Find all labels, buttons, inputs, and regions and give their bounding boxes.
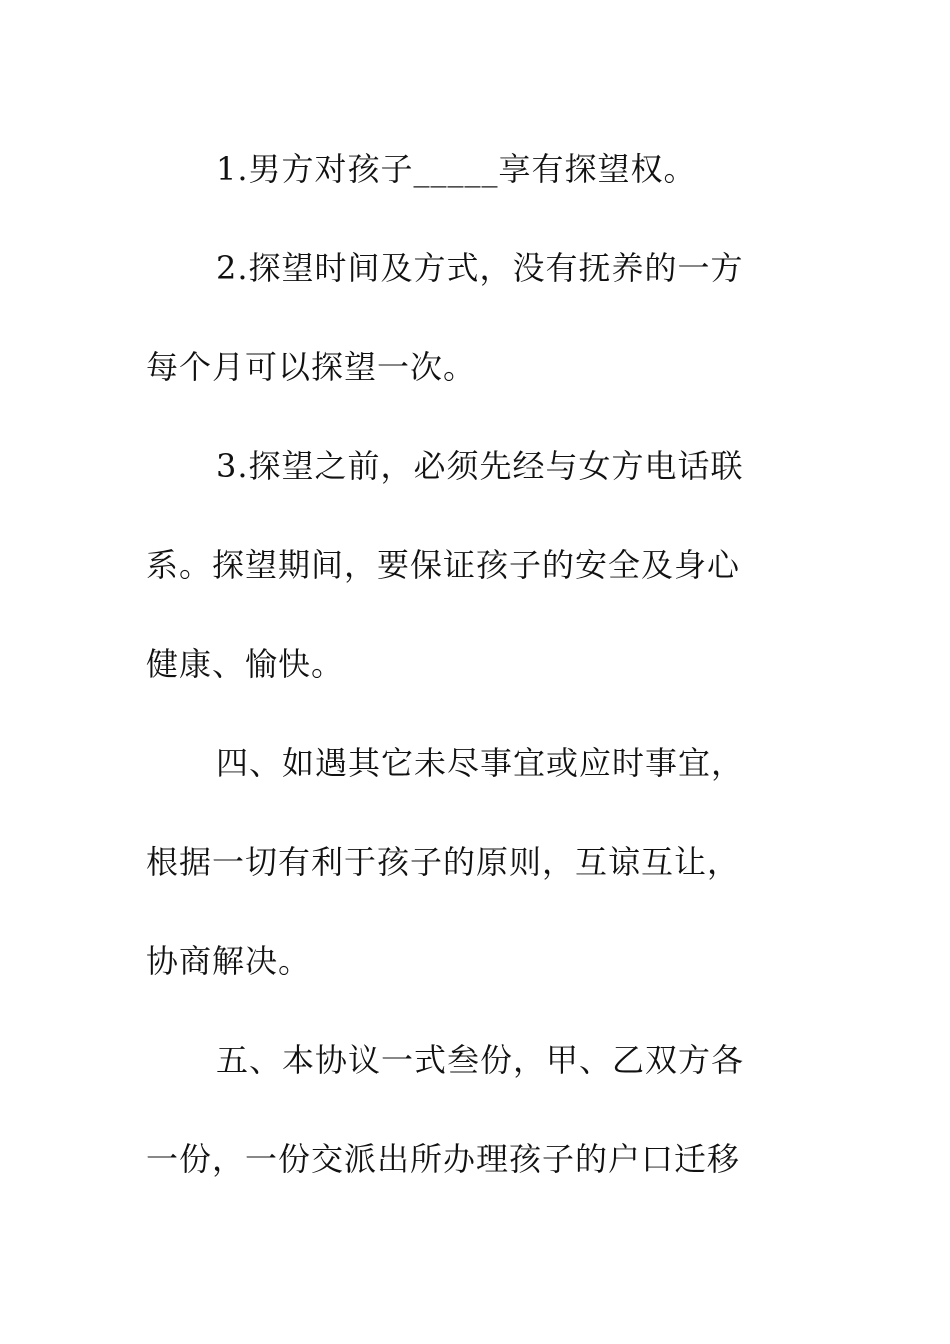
paragraph-visitation-right xyxy=(146,120,786,219)
paragraph-other-matters xyxy=(146,714,786,1011)
paragraph-copies xyxy=(146,1011,786,1209)
text-line: 系。探望期间，要保证孩子的安全及身心 xyxy=(146,546,741,584)
text-line: 根据一切有利于孩子的原则，互谅互让， xyxy=(146,843,741,881)
text-line: 2.探望时间及方式，没有抚养的一方 xyxy=(216,249,744,287)
text-line: 协商解决。 xyxy=(146,942,312,980)
text-line: 3.探望之前，必须先经与女方电话联 xyxy=(216,447,744,485)
paragraph-visitation-time xyxy=(146,219,786,417)
text-line: 四、如遇其它未尽事宜或应时事宜， xyxy=(216,744,745,782)
text-line: 1.男方对孩子_____享有探望权。 xyxy=(216,150,697,188)
document-body xyxy=(146,120,786,1209)
text-line: 一份，一份交派出所办理孩子的户口迁移 xyxy=(146,1140,741,1178)
text-line: 健康、愉快。 xyxy=(146,645,345,683)
text-line: 每个月可以探望一次。 xyxy=(146,348,477,386)
paragraph-before-visit xyxy=(146,417,786,714)
text-line: 五、本协议一式叁份，甲、乙双方各 xyxy=(216,1041,745,1079)
